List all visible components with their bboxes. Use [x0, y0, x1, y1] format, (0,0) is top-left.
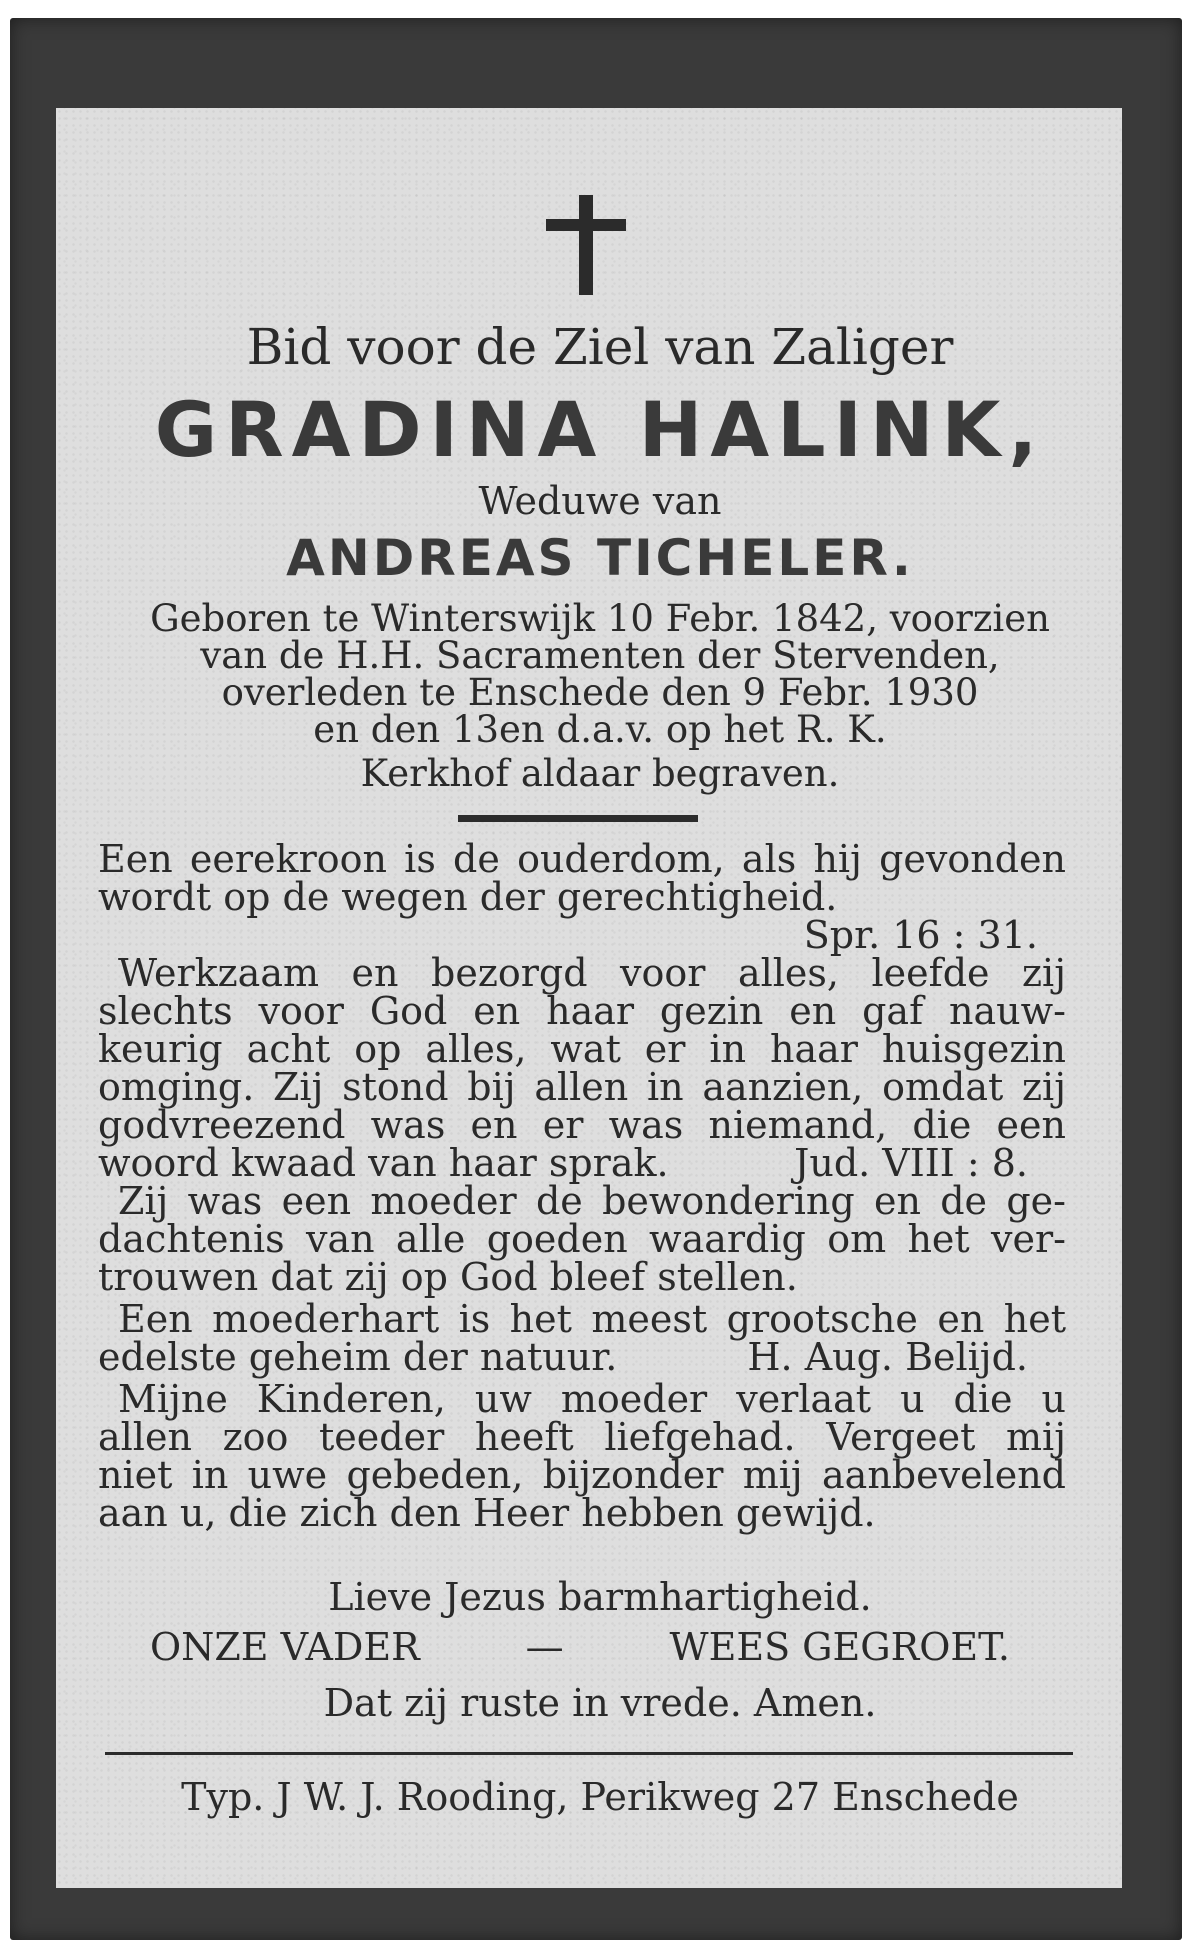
closing-prayer: Lieve Jezus barmhartigheid.	[328, 1575, 872, 1619]
husband-name: ANDREAS TICHELER.	[286, 529, 914, 587]
prayer-separator: —	[525, 1625, 564, 1669]
prayer-our-father: ONZE VADER	[150, 1625, 420, 1669]
prayer-hail-mary: WEES GEGROET.	[669, 1625, 1010, 1669]
quote-line: Zij was een moeder de bewondering en de ge-	[118, 1179, 1066, 1223]
prayer-row	[150, 1625, 1010, 1669]
quote-line: woord kwaad van haar sprak.	[98, 1141, 669, 1185]
widow-of-label: Weduwe van	[478, 479, 722, 523]
biography-line: en den 13en d.a.v. op het R. K.	[313, 708, 887, 751]
biography-line: overleden te Enschede den 9 Febr. 1930	[221, 671, 979, 714]
rest-in-peace: Dat zij ruste in vrede. Amen.	[323, 1681, 877, 1725]
quote-line: trouwen dat zij op God bleef stellen.	[98, 1255, 798, 1299]
prayer-heading: Bid voor de Ziel van Zaliger	[246, 318, 954, 376]
quote-reference: Jud. VIII : 8.	[794, 1141, 1028, 1185]
quote-line: edelste geheim der natuur.	[98, 1335, 618, 1379]
deceased-name: GRADINA HALINK,	[154, 385, 1046, 474]
biography-line: Geboren te Winterswijk 10 Febr. 1842, voorzien	[150, 597, 1050, 640]
quote-line: dachtenis van alle goeden waardig om het ver-	[98, 1217, 1066, 1261]
quote-line: aan u, die zich den Heer hebben gewijd.	[98, 1491, 876, 1535]
quote-line: keurig acht op alles, wat er in haar huisgezin	[98, 1027, 1066, 1071]
quote-line: Werkzaam en bezorgd voor alles, leefde zij	[118, 951, 1066, 995]
quote-line: godvreezend was en er was niemand, die een	[98, 1103, 1066, 1147]
quote-line: Een moederhart is het meest grootsche en het	[118, 1297, 1066, 1341]
biography-line: van de H.H. Sacramenten der Stervenden,	[200, 634, 1000, 677]
quote-line: allen zoo teeder heeft liefgehad. Vergeet mij	[98, 1415, 1066, 1459]
cross-icon	[546, 195, 626, 295]
printer-credit: Typ. J W. J. Rooding, Perikweg 27 Enschede	[181, 1775, 1019, 1819]
quote-line: niet in uwe gebeden, bijzonder mij aanbevelend	[98, 1453, 1066, 1497]
quote-line: Een eerekroon is de ouderdom, als hij gevonden	[98, 837, 1066, 881]
quote-reference: Spr. 16 : 31.	[803, 913, 1038, 957]
quote-line: wordt op de wegen der gerechtigheid.	[98, 875, 838, 919]
quote-reference: H. Aug. Belijd.	[747, 1335, 1028, 1379]
biography-line: Kerkhof aldaar begraven.	[360, 752, 840, 795]
divider-rule	[458, 815, 698, 822]
quote-line: omging. Zij stond bij allen in aanzien, omdat zij	[98, 1065, 1066, 1109]
quote-line: Mijne Kinderen, uw moeder verlaat u die u	[118, 1377, 1066, 1421]
quote-line: slechts voor God en haar gezin en gaf nauw-	[98, 989, 1066, 1033]
footer-rule	[105, 1752, 1073, 1755]
